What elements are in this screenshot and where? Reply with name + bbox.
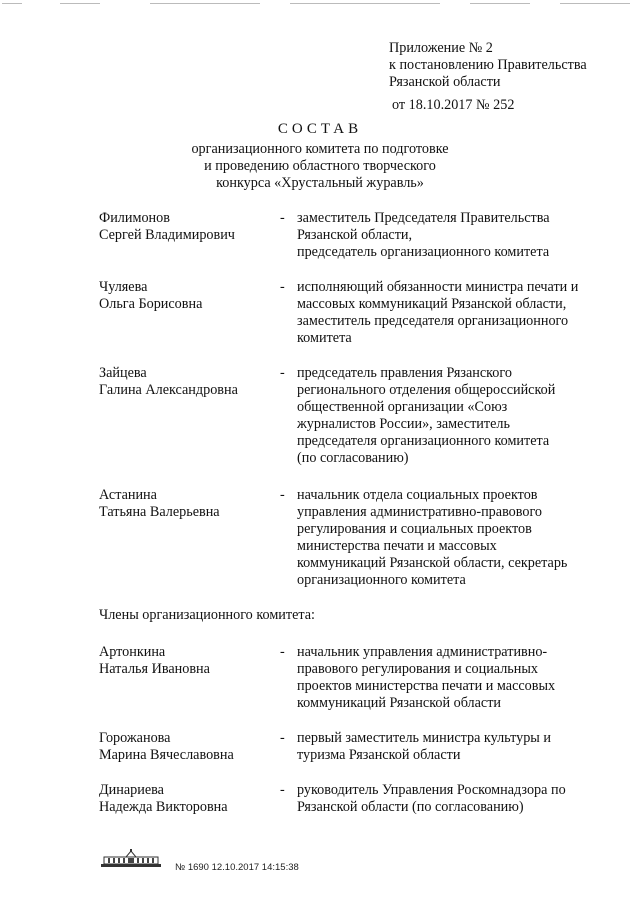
person-surname: Горожанова xyxy=(99,730,171,746)
role-line: начальник отдела социальных проектов xyxy=(297,487,538,503)
role-line: Рязанской области (по согласованию) xyxy=(297,799,524,815)
person-surname: Астанина xyxy=(99,487,157,503)
appendix-number: Приложение № 2 xyxy=(389,40,493,56)
person-given-name: Сергей Владимирович xyxy=(99,227,235,243)
person-role xyxy=(297,210,627,261)
building-stamp-icon xyxy=(100,849,162,869)
appendix-resolution: к постановлению Правительства xyxy=(389,57,587,73)
person-name xyxy=(99,644,274,678)
role-line: заместитель председателя организационного xyxy=(297,313,569,329)
role-line: управления административно-правового xyxy=(297,504,543,520)
role-line: коммуникаций Рязанской области xyxy=(297,695,502,711)
person-role xyxy=(297,644,627,712)
role-line: Рязанской области, xyxy=(297,227,413,243)
role-line: председатель организационного комитета xyxy=(297,244,550,260)
person-role xyxy=(297,487,627,589)
person-name xyxy=(99,365,274,399)
person-surname: Динариева xyxy=(99,782,164,798)
appendix-header xyxy=(389,40,587,114)
dash-separator: - xyxy=(280,210,285,226)
role-line: комитета xyxy=(297,330,352,346)
role-line: начальник управления административно- xyxy=(297,644,548,660)
dash-separator: - xyxy=(280,782,285,798)
title-line-3: конкурса «Хрустальный журавль» xyxy=(216,175,424,191)
role-line: общественной организации «Союз xyxy=(297,399,508,415)
members-heading: Члены организационного комитета: xyxy=(99,607,315,623)
dash-separator: - xyxy=(280,487,285,503)
person-role xyxy=(297,279,627,347)
person-given-name: Татьяна Валерьевна xyxy=(99,504,220,520)
person-name xyxy=(99,730,274,764)
person-name xyxy=(99,782,274,816)
person-given-name: Марина Вячеславовна xyxy=(99,747,234,763)
role-line: регионального отделения общероссийской xyxy=(297,382,556,398)
person-name xyxy=(99,279,274,313)
role-line: председателя организационного комитета xyxy=(297,433,550,449)
role-line: председатель правления Рязанского xyxy=(297,365,512,381)
appendix-date: от 18.10.2017 № 252 xyxy=(392,97,515,113)
role-line: проектов министерства печати и массовых xyxy=(297,678,556,694)
role-line: туризма Рязанской области xyxy=(297,747,461,763)
role-line: (по согласованию) xyxy=(297,450,409,466)
title-line-1: организационного комитета по подготовке xyxy=(191,141,449,157)
role-line: министерства печати и массовых xyxy=(297,538,497,554)
title-heading: СОСТАВ xyxy=(277,121,363,137)
person-role xyxy=(297,782,627,816)
person-surname: Филимонов xyxy=(99,210,170,226)
role-line: правового регулирования и социальных xyxy=(297,661,538,677)
role-line: первый заместитель министра культуры и xyxy=(297,730,551,746)
role-line: регулирования и социальных проектов xyxy=(297,521,532,537)
role-line: организационного комитета xyxy=(297,572,466,588)
dash-separator: - xyxy=(280,365,285,381)
person-surname: Зайцева xyxy=(99,365,147,381)
dash-separator: - xyxy=(280,279,285,295)
appendix-region: Рязанской области xyxy=(389,74,501,90)
role-line: массовых коммуникаций Рязанской области, xyxy=(297,296,567,312)
person-surname: Артонкина xyxy=(99,644,166,660)
person-name xyxy=(99,210,274,244)
person-given-name: Наталья Ивановна xyxy=(99,661,210,677)
role-line: журналистов России», заместитель xyxy=(297,416,510,432)
dash-separator: - xyxy=(280,644,285,660)
role-line: исполняющий обязанности министра печати и xyxy=(297,279,579,295)
scan-edge-marks xyxy=(0,0,640,12)
person-role xyxy=(297,730,627,764)
person-name xyxy=(99,487,274,521)
role-line: руководитель Управления Роскомнадзора по xyxy=(297,782,566,798)
role-line: заместитель Председателя Правительства xyxy=(297,210,550,226)
person-surname: Чуляева xyxy=(99,279,148,295)
person-given-name: Ольга Борисовна xyxy=(99,296,203,312)
person-given-name: Надежда Викторовна xyxy=(99,799,228,815)
person-role xyxy=(297,365,627,467)
role-line: коммуникаций Рязанской области, секретарь xyxy=(297,555,568,571)
registration-number: № 1690 12.10.2017 14:15:38 xyxy=(175,862,299,873)
title-line-2: и проведению областного творческого xyxy=(204,158,436,174)
dash-separator: - xyxy=(280,730,285,746)
person-given-name: Галина Александровна xyxy=(99,382,238,398)
document-title xyxy=(0,121,640,192)
